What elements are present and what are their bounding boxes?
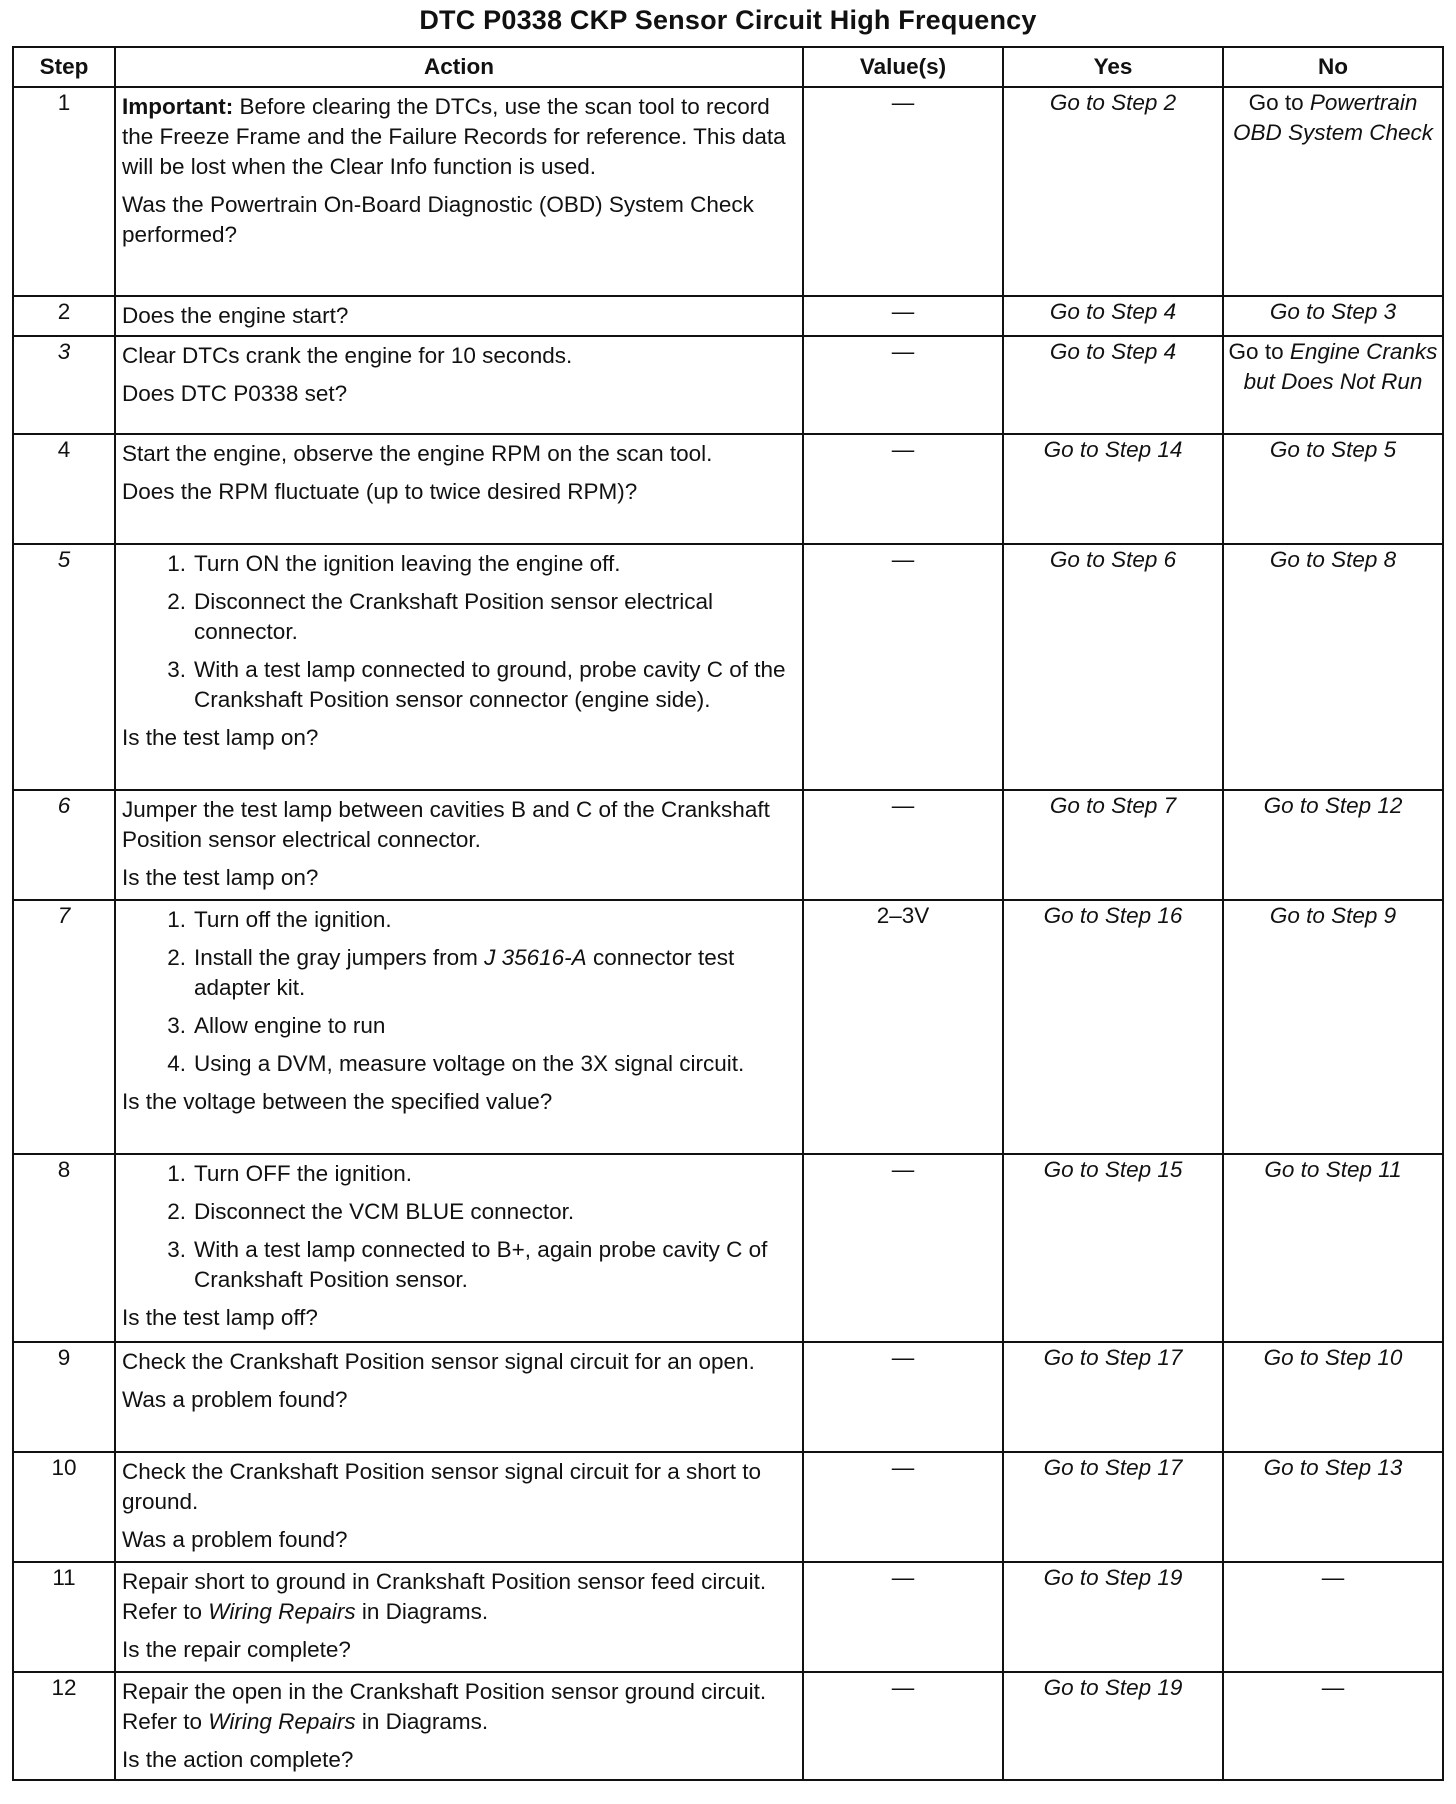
yes-cell[interactable]: Go to Step 15 bbox=[1003, 1154, 1223, 1342]
important-text: Before clearing the DTCs, use the scan tool to record the Freeze Frame and the Failure Records for reference. This data will be lost when the Clear Info function is used. bbox=[122, 94, 786, 179]
no-cell[interactable]: Go to Step 13 bbox=[1223, 1452, 1443, 1562]
list-item-text: Turn OFF the ignition. bbox=[194, 1161, 413, 1186]
action-question: Was a problem found? bbox=[122, 1387, 348, 1412]
action-cell bbox=[115, 1672, 803, 1780]
no-cell[interactable]: Go to Step 9 bbox=[1223, 900, 1443, 1154]
action-question: Is the test lamp off? bbox=[122, 1305, 318, 1330]
header-step: Step bbox=[13, 47, 115, 87]
list-item: 3. With a test lamp connected to B+, again probe cavity C of Crankshaft Position sensor. bbox=[167, 1237, 768, 1292]
table-row bbox=[13, 87, 1443, 296]
table-row bbox=[13, 434, 1443, 544]
list-item-text: Disconnect the VCM BLUE connector. bbox=[194, 1199, 575, 1224]
yes-cell[interactable]: Go to Step 16 bbox=[1003, 900, 1223, 1154]
no-cell[interactable]: Go to Step 11 bbox=[1223, 1154, 1443, 1342]
action-cell bbox=[115, 1154, 803, 1342]
header-values: Value(s) bbox=[803, 47, 1003, 87]
action-question: Is the action complete? bbox=[122, 1747, 354, 1772]
wiring-repairs-reference[interactable]: Wiring Repairs bbox=[208, 1709, 356, 1734]
list-item-text: connector test adapter kit. bbox=[194, 945, 735, 1000]
no-cell[interactable]: Go to Step 10 bbox=[1223, 1342, 1443, 1452]
table-row bbox=[13, 1562, 1443, 1672]
table-row bbox=[13, 900, 1443, 1154]
table-row bbox=[13, 544, 1443, 790]
step-number: 6 bbox=[13, 790, 115, 900]
action-text-part: Repair the open in the Crankshaft Position sensor ground circuit. Refer to bbox=[122, 1679, 767, 1734]
no-cell: — bbox=[1223, 1672, 1443, 1780]
no-prefix: Go to bbox=[1248, 90, 1310, 115]
yes-cell[interactable]: Go to Step 19 bbox=[1003, 1672, 1223, 1780]
action-text: Check the Crankshaft Position sensor signal circuit for a short to ground. bbox=[122, 1459, 762, 1514]
action-cell bbox=[115, 434, 803, 544]
value-cell: — bbox=[803, 296, 1003, 336]
action-text: Check the Crankshaft Position sensor signal circuit for an open. bbox=[122, 1349, 755, 1374]
list-item: 3. Allow engine to run bbox=[167, 1013, 386, 1038]
step-number: 9 bbox=[13, 1342, 115, 1452]
step-number: 12 bbox=[13, 1672, 115, 1780]
action-cell bbox=[115, 1342, 803, 1452]
step-list bbox=[122, 549, 796, 715]
value-cell: — bbox=[803, 87, 1003, 296]
action-question: Was the Powertrain On-Board Diagnostic (OBD) System Check performed? bbox=[122, 192, 754, 247]
table-row bbox=[13, 1342, 1443, 1452]
table-row bbox=[13, 336, 1443, 434]
value-cell: — bbox=[803, 1452, 1003, 1562]
header-row bbox=[13, 47, 1443, 87]
no-cell[interactable] bbox=[1223, 87, 1443, 296]
yes-cell[interactable]: Go to Step 14 bbox=[1003, 434, 1223, 544]
action-question: Was a problem found? bbox=[122, 1527, 348, 1552]
header-no: No bbox=[1223, 47, 1443, 87]
action-question: Does the RPM fluctuate (up to twice desired RPM)? bbox=[122, 479, 638, 504]
action-question: Is the test lamp on? bbox=[122, 725, 319, 750]
action-cell bbox=[115, 790, 803, 900]
action-text bbox=[122, 92, 796, 182]
no-cell[interactable]: Go to Step 12 bbox=[1223, 790, 1443, 900]
yes-cell[interactable]: Go to Step 17 bbox=[1003, 1452, 1223, 1562]
action-text: Start the engine, observe the engine RPM on the scan tool. bbox=[122, 441, 713, 466]
action-cell bbox=[115, 544, 803, 790]
step-number: 2 bbox=[13, 296, 115, 336]
table-row bbox=[13, 1154, 1443, 1342]
action-cell bbox=[115, 296, 803, 336]
action-question: Is the test lamp on? bbox=[122, 865, 319, 890]
value-cell: — bbox=[803, 1154, 1003, 1342]
list-item-text: Disconnect the Crankshaft Position sensor electrical connector. bbox=[194, 589, 713, 644]
list-item: 4. Using a DVM, measure voltage on the 3X signal circuit. bbox=[167, 1051, 745, 1076]
table-row bbox=[13, 1452, 1443, 1562]
important-label: Important: bbox=[122, 94, 234, 119]
value-cell: 2–3V bbox=[803, 900, 1003, 1154]
action-cell bbox=[115, 900, 803, 1154]
list-item: 1. Turn ON the ignition leaving the engine off. bbox=[167, 551, 621, 576]
step-number: 8 bbox=[13, 1154, 115, 1342]
list-item-text: With a test lamp connected to B+, again probe cavity C of Crankshaft Position sensor. bbox=[194, 1237, 768, 1292]
no-cell[interactable]: Go to Step 3 bbox=[1223, 296, 1443, 336]
action-text bbox=[122, 1677, 796, 1737]
list-item: 2. Install the gray jumpers from J 35616-A connector test adapter kit. bbox=[167, 945, 735, 1000]
step-number: 5 bbox=[13, 544, 115, 790]
action-question: Is the voltage between the specified value? bbox=[122, 1089, 553, 1114]
tool-reference: J 35616-A bbox=[484, 945, 587, 970]
yes-cell[interactable]: Go to Step 4 bbox=[1003, 296, 1223, 336]
step-number: 1 bbox=[13, 87, 115, 296]
wiring-repairs-reference[interactable]: Wiring Repairs bbox=[208, 1599, 356, 1624]
step-number: 10 bbox=[13, 1452, 115, 1562]
no-cell[interactable]: Go to Step 5 bbox=[1223, 434, 1443, 544]
value-cell: — bbox=[803, 1342, 1003, 1452]
list-item: 1. Turn off the ignition. bbox=[167, 907, 392, 932]
action-text-part: in Diagrams. bbox=[355, 1709, 489, 1734]
list-item: 1. Turn OFF the ignition. bbox=[167, 1161, 413, 1186]
value-cell: — bbox=[803, 1672, 1003, 1780]
yes-cell[interactable]: Go to Step 19 bbox=[1003, 1562, 1223, 1672]
action-cell bbox=[115, 1452, 803, 1562]
header-yes: Yes bbox=[1003, 47, 1223, 87]
action-text: Clear DTCs crank the engine for 10 seconds. bbox=[122, 343, 573, 368]
no-cell[interactable] bbox=[1223, 336, 1443, 434]
action-cell bbox=[115, 1562, 803, 1672]
yes-cell[interactable]: Go to Step 2 bbox=[1003, 87, 1223, 296]
value-cell: — bbox=[803, 336, 1003, 434]
list-item: 2. Disconnect the Crankshaft Position sensor electrical connector. bbox=[167, 589, 713, 644]
value-cell: — bbox=[803, 790, 1003, 900]
value-cell: — bbox=[803, 544, 1003, 790]
step-number: 7 bbox=[13, 900, 115, 1154]
step-number: 11 bbox=[13, 1562, 115, 1672]
page-title: DTC P0338 CKP Sensor Circuit High Frequency bbox=[419, 5, 1037, 35]
no-link[interactable]: Powertrain OBD System Check bbox=[1232, 90, 1434, 145]
step-list bbox=[122, 1159, 796, 1295]
value-cell: — bbox=[803, 1562, 1003, 1672]
action-cell bbox=[115, 336, 803, 434]
no-prefix: Go to bbox=[1228, 339, 1290, 364]
list-item-text: Turn off the ignition. bbox=[194, 907, 392, 932]
yes-cell[interactable]: Go to Step 7 bbox=[1003, 790, 1223, 900]
no-cell[interactable]: Go to Step 8 bbox=[1223, 544, 1443, 790]
yes-cell[interactable]: Go to Step 6 bbox=[1003, 544, 1223, 790]
header-action: Action bbox=[115, 47, 803, 87]
step-number: 3 bbox=[13, 336, 115, 434]
action-text-part: in Diagrams. bbox=[355, 1599, 489, 1624]
action-question: Is the repair complete? bbox=[122, 1637, 351, 1662]
diagnostic-table bbox=[12, 46, 1444, 1781]
list-item-text: Allow engine to run bbox=[194, 1013, 386, 1038]
list-item-text: Turn ON the ignition leaving the engine off. bbox=[194, 551, 621, 576]
value-cell: — bbox=[803, 434, 1003, 544]
action-text-part: Repair short to ground in Crankshaft Position sensor feed circuit. Refer to bbox=[122, 1569, 767, 1624]
step-number: 4 bbox=[13, 434, 115, 544]
no-cell: — bbox=[1223, 1562, 1443, 1672]
no-link[interactable]: Engine Cranks but Does Not Run bbox=[1243, 339, 1438, 394]
table-row bbox=[13, 296, 1443, 336]
list-item: 2. Disconnect the VCM BLUE connector. bbox=[167, 1199, 575, 1224]
list-item-text: Using a DVM, measure voltage on the 3X signal circuit. bbox=[194, 1051, 745, 1076]
action-text: Jumper the test lamp between cavities B and C of the Crankshaft Position sensor electrical connector. bbox=[122, 797, 770, 852]
action-question: Does the engine start? bbox=[122, 303, 349, 328]
action-text bbox=[122, 1567, 796, 1627]
step-list bbox=[122, 905, 796, 1079]
list-item-text: Install the gray jumpers from bbox=[194, 945, 485, 970]
action-question: Does DTC P0338 set? bbox=[122, 381, 348, 406]
list-item: 3. With a test lamp connected to ground, probe cavity C of the Crankshaft Position sensor connector (engine side). bbox=[167, 657, 786, 712]
table-row bbox=[13, 790, 1443, 900]
yes-cell[interactable]: Go to Step 17 bbox=[1003, 1342, 1223, 1452]
action-cell bbox=[115, 87, 803, 296]
list-item-text: With a test lamp connected to ground, probe cavity C of the Crankshaft Position sensor connector (engine side). bbox=[194, 657, 786, 712]
yes-cell[interactable]: Go to Step 4 bbox=[1003, 336, 1223, 434]
table-row bbox=[13, 1672, 1443, 1780]
